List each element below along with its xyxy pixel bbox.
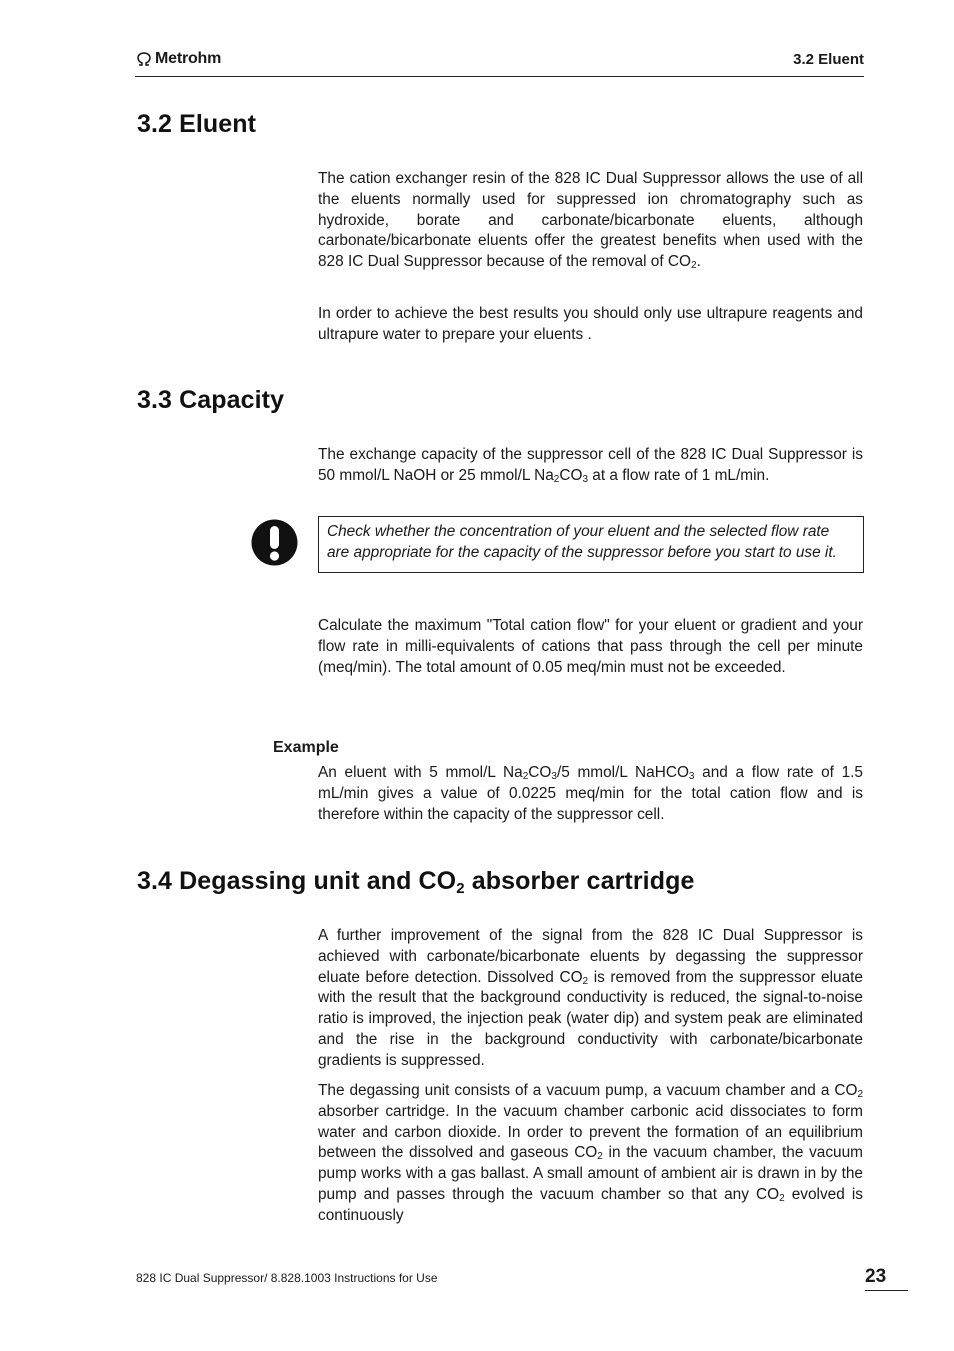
brand-logo: [136, 50, 221, 68]
example-paragraph: An eluent with 5 mmol/L $Na_2CO_3/5$ mmol/L NaHCO$_3$ and a flow rate of 1.5 mL/min gives a value of 0.0225 meq/min for the total cation flow and is therefore within the capacity of the suppressor cell.: [318, 764, 863, 823]
example-label: Example: [273, 739, 339, 756]
capacity-paragraph-2: Calculate the maximum "Total cation flow" for your eluent or gradient and your flow rate in milli-equivalents of cations that pass through the cell per minute (meq/min). The total amount of 0.05 meq/min must not be exceeded.: [318, 617, 863, 676]
page-number: 23: [865, 1266, 887, 1287]
capacity-paragraph-1: The exchange capacity of the suppressor cell of the 828 IC Dual Suppressor is 50 mmol/L NaOH or 25 mmol/L $Na_2CO_3$ at a flow rate of 1 mL/min.: [318, 446, 863, 485]
eluent-paragraph-1: The cation exchanger resin of the 828 IC Dual Suppressor allows the use of all the eluents normally used for suppressed ion chromatography such as hydroxide, borate and carbonate/bicarbonate eluents, although carbonate/bicarbonate eluents offer the greatest benefits when used with the 828 IC Dual Suppressor because of the removal of $CO_2$.: [318, 170, 863, 272]
footer-document-title: 828 IC Dual Suppressor/ 8.828.1003 Instructions for Use: [136, 1271, 438, 1285]
degassing-paragraph-1: A further improvement of the signal from the 828 IC Dual Suppressor is achieved with carbonate/bicarbonate eluents by degassing the suppressor eluate before detection. Dissolved $CO_2$ is removed from the suppressor eluate with the result that the background conductivity is reduced, the signal-to-noise ratio is improved, the injection peak (water dip) and system peak are eliminated and the rise in the background conductivity with carbonate/bicarbonate gradients is suppressed.: [318, 927, 863, 1069]
exclamation-warning-icon: [251, 519, 298, 571]
section-title-degassing: 3.4 Degassing unit and $CO_2$ absorber cartridge: [137, 867, 695, 897]
header-divider: [135, 76, 864, 77]
header-section-label: 3.2 Eluent: [793, 51, 864, 68]
omega-logo-icon: [136, 52, 152, 67]
eluent-paragraph-2: In order to achieve the best results you should only use ultrapure reagents and ultrapure water to prepare your eluents .: [318, 305, 863, 343]
degassing-paragraph-2: The degassing unit consists of a vacuum pump, a vacuum chamber and a $CO_2$ absorber cartridge. In the vacuum chamber carbonic acid dissociates to form water and carbon dioxide. In order to prevent the formation of an equilibrium between the dissolved and gaseous $CO_2$ in the vacuum chamber, the vacuum pump works with a gas ballast. A small amount of ambient air is drawn in by the pump and passes through the vacuum chamber so that any $CO_2$ evolved is continuously: [318, 1082, 863, 1224]
logo-text: Metrohm: [155, 50, 222, 67]
section-title-capacity: 3.3 Capacity: [137, 386, 285, 414]
warning-note-box: Check whether the concentration of your eluent and the selected flow rate are appropriate for the capacity of the suppressor before you start to use it.: [318, 516, 864, 573]
footer-divider: [865, 1290, 908, 1291]
section-title-eluent: 3.2 Eluent: [137, 110, 257, 138]
